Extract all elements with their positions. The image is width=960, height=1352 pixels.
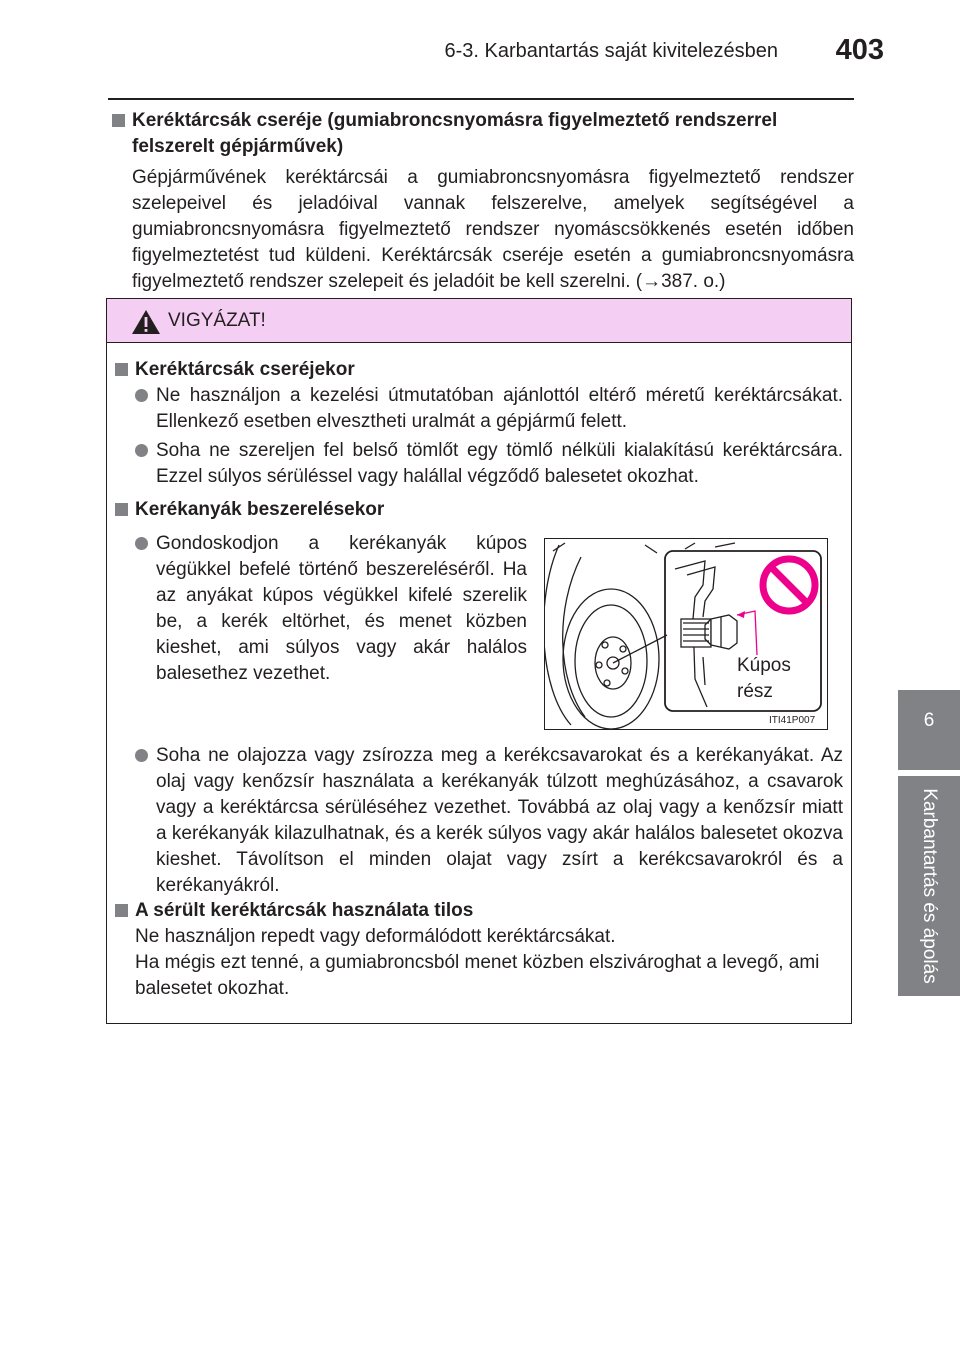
warning-box bbox=[106, 298, 852, 1024]
square-bullet-icon bbox=[112, 114, 125, 127]
bullet-item bbox=[135, 531, 527, 687]
page-number: 403 bbox=[835, 34, 884, 66]
wheel-nut-illustration bbox=[544, 538, 828, 730]
round-bullet-icon bbox=[135, 749, 148, 762]
round-bullet-icon bbox=[135, 444, 148, 457]
bullet-text: Gondoskodjon a kerékanyák kúpos végükkel befelé történő beszereléséről. Ha az anyákat kúpos végükkel kifelé szerelik be, a kerék eltörhet, és menet közben kieshet, ami súlyos vagy akár halálos balesethez vezethet. bbox=[156, 533, 527, 684]
square-bullet-icon bbox=[115, 904, 128, 917]
figure-label-line1: Kúpos bbox=[737, 655, 791, 676]
warning-header bbox=[107, 299, 851, 343]
warning-title: VIGYÁZAT! bbox=[168, 310, 266, 331]
subheading-text: Keréktárcsák cseréjekor bbox=[135, 359, 355, 380]
bullet-item bbox=[135, 383, 843, 435]
figure-code: ITI41P007 bbox=[769, 715, 816, 726]
section-heading-text: Keréktárcsák cseréje (gumiabroncsnyomásra figyelmeztető rendszerrel felszerelt gépjárművek) bbox=[132, 110, 778, 157]
square-bullet-icon bbox=[115, 363, 128, 376]
bullet-text: Ne használjon a kezelési útmutatóban ajánlottól eltérő méretű keréktárcsákat. Ellenkező esetben elvesztheti uralmát a gépjármű felett. bbox=[156, 385, 843, 432]
bullet-text: Soha ne olajozza vagy zsírozza meg a kerékcsavarokat és a kerékanyákat. Az olaj vagy kenőzsír használata a kerékanyák túlzott meghúzásához, a csavarok vagy a keréktárcsa sérüléséhez vezethet. Továbbá az olaj vagy a kenőzsír miatt a kerékanyák kilazulhatnak, és a kerék súlyos vagy akár halálos balesetet okozva kieshet. Távolítson el minden olajat vagy zsírt a kerékcsavarokról és a kerékanyákról. bbox=[156, 745, 843, 896]
round-bullet-icon bbox=[135, 389, 148, 402]
warning-subheading-nut-install bbox=[115, 497, 384, 523]
warning-subheading-damaged-wheels bbox=[115, 898, 473, 924]
tpms-wheel-section bbox=[112, 108, 854, 295]
chapter-number: 6 bbox=[923, 710, 935, 731]
header-section-title: 6-3. Karbantartás saját kivitelezésben bbox=[444, 40, 778, 62]
warning-triangle-icon bbox=[131, 309, 161, 335]
warning-subheading-wheel-change bbox=[115, 357, 355, 383]
tapered-nut-figure bbox=[545, 539, 827, 729]
text-line: Ha mégis ezt tenné, a gumiabroncsból menet közben elszivároghat a levegő, ami balesetet okozhat. bbox=[135, 952, 820, 999]
damaged-wheels-text bbox=[135, 924, 843, 1002]
header-rule bbox=[108, 98, 854, 100]
subheading-text: A sérült keréktárcsák használata tilos bbox=[135, 900, 474, 921]
figure-label-line2: rész bbox=[737, 681, 773, 702]
section-heading bbox=[112, 108, 854, 160]
bullet-text: Soha ne szereljen fel belső tömlőt egy tömlő nélküli kialakítású keréktárcsára. Ezzel súlyos sérüléssel vagy halállal végződő balesetet okozhat. bbox=[156, 440, 843, 487]
prohibition-icon bbox=[763, 559, 815, 611]
square-bullet-icon bbox=[115, 503, 128, 516]
bullet-item bbox=[135, 743, 843, 899]
round-bullet-icon bbox=[135, 537, 148, 550]
bullet-item bbox=[135, 438, 843, 490]
chapter-title: Karbantartás és ápolás bbox=[919, 788, 940, 984]
subheading-text: Kerékanyák beszerelésekor bbox=[135, 499, 385, 520]
section-body: Gépjárművének keréktárcsái a gumiabroncsnyomásra figyelmeztető rendszer szelepeivel és jeladóival vannak felszerelve, amelyek segítségével a gumiabroncsnyomásra figyelmeztető rendszer nyomáscsökkenés esetén időben figyelmeztetést tud küldeni. Keréktárcsák cseréje esetén a gumiabroncsnyomásra figyelmeztető rendszer szelepeit és jeladóit be kell szerelni. (→387. o.) bbox=[132, 167, 854, 292]
text-line: Ne használjon repedt vagy deformálódott keréktárcsákat. bbox=[135, 926, 616, 947]
